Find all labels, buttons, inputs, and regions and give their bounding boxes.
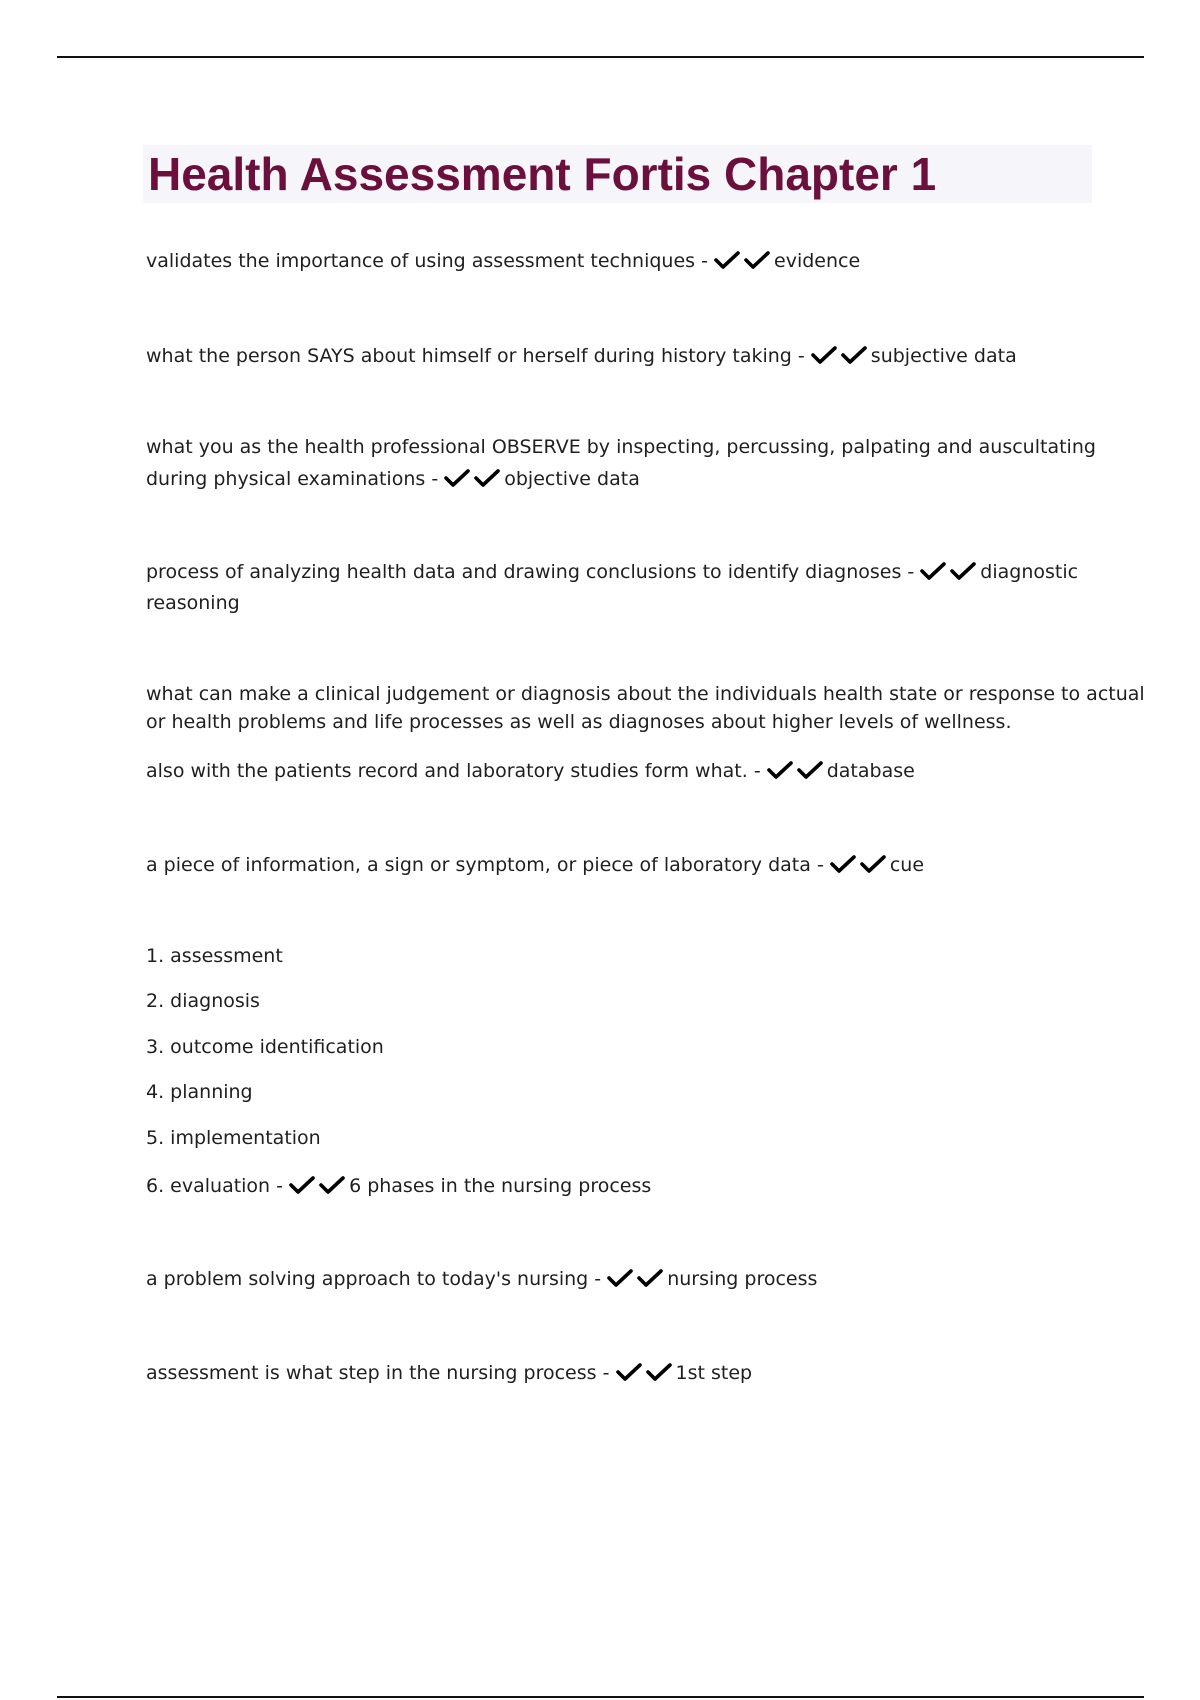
question-text: a problem solving approach to today's nursing [146, 1268, 589, 1290]
check-icon [289, 1176, 315, 1194]
footer-rule [57, 1696, 1144, 1698]
separator: - [907, 561, 915, 583]
separator: - [276, 1175, 284, 1197]
answer-text: diagnostic [980, 561, 1079, 583]
check-icon [767, 761, 793, 779]
check-icon [607, 1269, 633, 1287]
check-icon [860, 855, 886, 873]
check-icon [616, 1363, 642, 1381]
separator: - [594, 1268, 602, 1290]
list-item: 3. outcome identification [146, 1036, 384, 1058]
list-item: 4. planning [146, 1081, 253, 1103]
answer-text: 6 phases in the nursing process [349, 1175, 652, 1197]
separator: - [431, 468, 439, 490]
question-text: assessment is what step in the nursing process [146, 1362, 597, 1384]
question-text-line: what can make a clinical judgement or diagnosis about the individuals health state or response to actual [146, 683, 1145, 705]
answer-text: objective data [504, 468, 640, 490]
check-icon [797, 761, 823, 779]
answer-text: database [826, 760, 915, 782]
flashcard-line [146, 1171, 1106, 1201]
check-icon [474, 469, 500, 487]
flashcard-line [146, 557, 1106, 587]
document-title: Health Assessment Fortis Chapter 1 [148, 148, 937, 200]
list-item: 2. diagnosis [146, 990, 260, 1012]
flashcard-line [146, 341, 1106, 371]
answer-text: evidence [774, 250, 861, 272]
separator: - [753, 760, 761, 782]
flashcard-line [146, 246, 1106, 276]
separator: - [816, 854, 824, 876]
check-icon [714, 251, 740, 269]
check-icon [444, 469, 470, 487]
check-icon [744, 251, 770, 269]
question-text-line: or health problems and life processes as well as diagnoses about higher levels of wellness. [146, 711, 1012, 733]
flashcard-line [146, 1358, 1106, 1388]
check-icon [319, 1176, 345, 1194]
list-item: 5. implementation [146, 1127, 321, 1149]
check-icon [637, 1269, 663, 1287]
check-icon [811, 346, 837, 364]
separator: - [701, 250, 708, 272]
flashcard-line [146, 1264, 1106, 1294]
separator: - [797, 345, 805, 367]
check-icon [646, 1363, 672, 1381]
question-text: process of analyzing health data and drawing conclusions to identify diagnoses [146, 561, 902, 583]
flashcard-line [146, 464, 1106, 494]
flashcard-line [146, 850, 1106, 880]
flashcard-line [146, 756, 1106, 786]
question-text: validates the importance of using assessment techniques [146, 250, 696, 272]
question-text: 6. evaluation [146, 1175, 271, 1197]
separator: - [602, 1362, 610, 1384]
answer-text: nursing process [667, 1268, 818, 1290]
list-item: 1. assessment [146, 945, 283, 967]
question-text: a piece of information, a sign or symptom, or piece of laboratory data [146, 854, 811, 876]
check-icon [841, 346, 867, 364]
question-text: also with the patients record and laboratory studies form what. [146, 760, 748, 782]
question-text: during physical examinations [146, 468, 426, 490]
question-text: what the person SAYS about himself or herself during history taking [146, 345, 792, 367]
answer-text: 1st step [675, 1362, 753, 1384]
check-icon [920, 562, 946, 580]
answer-text: cue [889, 854, 925, 876]
question-text-line: what you as the health professional OBSERVE by inspecting, percussing, palpating and auscultating [146, 436, 1096, 458]
check-icon [950, 562, 976, 580]
header-rule [57, 56, 1144, 58]
check-icon [830, 855, 856, 873]
answer-text: subjective data [870, 345, 1017, 367]
answer-continuation: reasoning [146, 592, 240, 614]
